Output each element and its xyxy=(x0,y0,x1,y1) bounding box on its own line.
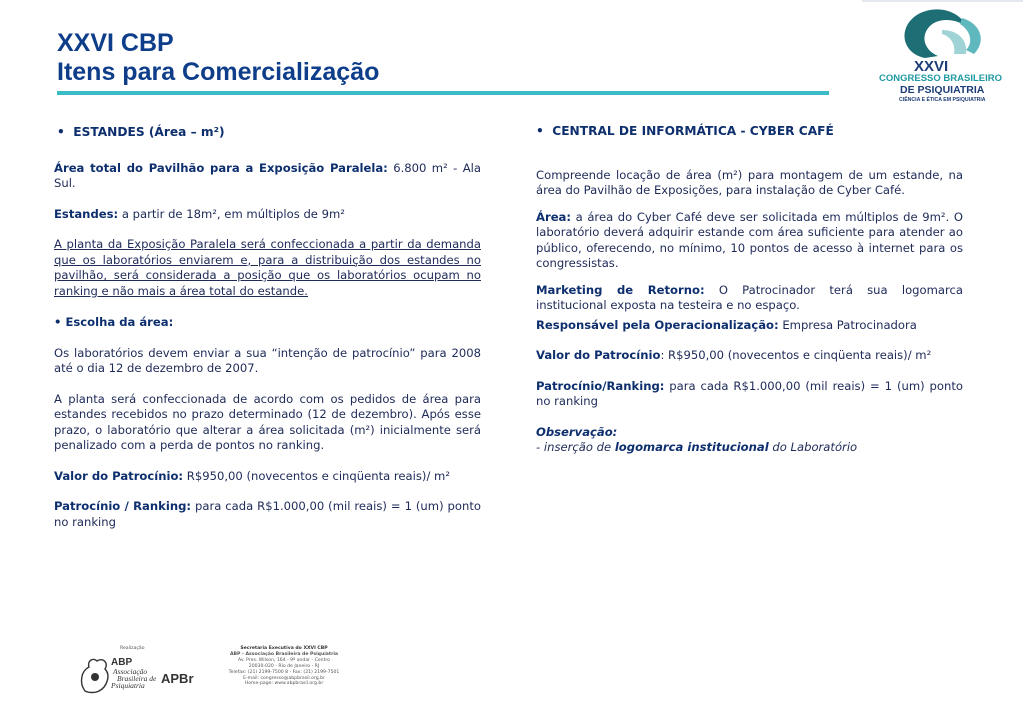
logo-line1a: CONGRESSO xyxy=(879,73,944,84)
abp-script-2: Brasileira de xyxy=(117,674,157,683)
planta2-paragraph: A planta será confeccionada de acordo com os pedidos de área para estandes recebidos no prazo determinado (12 de dezembro). Após esse prazo, o laboratório que alterar a área solicitada (m²) inicialmente será penalizado com a perda de pontos no ranking. xyxy=(54,391,481,452)
abp-script-3: Psiquiatria xyxy=(111,681,145,690)
cyber-marketing: Marketing de Retorno: O Patrocinador terá sua logomarca institucional exposta na testeira e no espaço. xyxy=(536,282,964,312)
escolha-paragraph: Os laboratórios devem enviar a sua “intenção de patrocínio” para 2008 até o dia 12 de dezembro de 2007. xyxy=(54,345,481,375)
bullet-icon: • xyxy=(536,124,553,138)
estandes-heading: • ESTANDES (Área – m²) xyxy=(57,125,225,139)
left-column xyxy=(54,125,481,530)
realizacao-label: Realização xyxy=(120,646,145,651)
escolha-heading: • Escolha da área: xyxy=(54,315,174,329)
cyber-valor: Valor do Patrocínio: R$950,00 (novecentos e cinqüenta reais)/ m² xyxy=(536,348,932,362)
ranking-paragraph: Patrocínio / Ranking: para cada R$1.000,00 (mil reais) = 1 (um) ponto no ranking xyxy=(54,499,481,529)
page-title xyxy=(57,29,379,87)
valor-paragraph: Valor do Patrocínio: R$950,00 (novecentos e cinqüenta reais)/ m² xyxy=(54,468,450,483)
cyber-responsavel: Responsável pela Operacionalização: Empresa Patrocinadora xyxy=(536,317,917,332)
logo-line1b: BRASILEIRO xyxy=(943,73,1002,84)
secretaria-line: Telefax: (21) 2199-7500 8 - Fax: (21) 2199-7501 xyxy=(228,669,340,675)
logo-arc-light xyxy=(942,30,966,54)
title-divider xyxy=(57,91,829,95)
abp-logo xyxy=(82,657,158,693)
secretaria-block xyxy=(228,646,340,687)
secretaria-line: Av. Pres. Wilson, 164 - 9º andar - Centro xyxy=(238,657,330,663)
cyber-observacao-text: - inserção de logomarca institucional do Laboratório xyxy=(536,440,858,454)
title-line-1: XXVI CBP xyxy=(57,29,174,57)
title-line-2: Itens para Comercialização xyxy=(57,58,380,86)
abp-script-1: Associação xyxy=(113,667,148,676)
cyber-heading: • CENTRAL DE INFORMÁTICA - CYBER CAFÉ xyxy=(536,124,834,138)
cyber-intro: Compreende locação de área (m²) para montagem de um estande, na área do Pavilhão de Exposições, para instalação de Cyber Café. xyxy=(536,167,963,197)
area-total-paragraph: Área total do Pavilhão para a Exposição Paralela: 6.800 m² - Ala Sul. xyxy=(54,160,481,190)
secretaria-line: ABP - Associação Brasileira de Psiquiatria xyxy=(229,651,339,657)
secretaria-line: 20030-020 - Rio de Janeiro - RJ xyxy=(248,663,320,669)
abp-short: ABP xyxy=(111,657,133,668)
cyber-ranking: Patrocínio/Ranking: para cada R$1.000,00 (mil reais) = 1 (um) ponto no ranking xyxy=(536,378,963,408)
estandes-paragraph: Estandes: a partir de 18m², em múltiplos de 9m² xyxy=(54,206,345,221)
right-column xyxy=(536,124,963,456)
apbr-logo: APBr xyxy=(161,671,194,686)
logo-line3: CIÊNCIA E ÉTICA EM PSIQUIATRIA xyxy=(899,97,986,103)
logo-numeral: XXVI xyxy=(914,58,949,75)
secretaria-title: Secretaria Executiva do XXVI CBP xyxy=(240,646,328,651)
svg-text:CONGRESSO BRASILEIRO xyxy=(879,73,1002,84)
secretaria-line: E-mail: congresso@abpbrasil.org.br xyxy=(243,675,325,681)
secretaria-line: Home-page: www.abpbrasil.org.br xyxy=(244,681,324,687)
cyber-observacao-label: Observação: xyxy=(536,424,618,439)
congress-logo xyxy=(862,0,1023,118)
cyber-area: Área: a área do Cyber Café deve ser solicitada em múltiplos de 9m². O laboratório deverá adquirir estande com área suficiente para atender ao público, oferecendo, no mínimo, 10 pontos de acesso à internet para os congressistas. xyxy=(536,209,963,270)
bullet-icon: • xyxy=(57,125,74,139)
planta-paragraph: A planta da Exposição Paralela será confeccionada a partir da demanda que os laboratórios enviarem e, para a distribuição dos estandes no pavilhão, será considerada a posição que os laboratórios ocupam no ranking e não mais a área total do estande. xyxy=(54,237,481,298)
bullet-icon: • xyxy=(54,315,66,329)
logo-line2: DE PSIQUIATRIA xyxy=(900,84,985,96)
